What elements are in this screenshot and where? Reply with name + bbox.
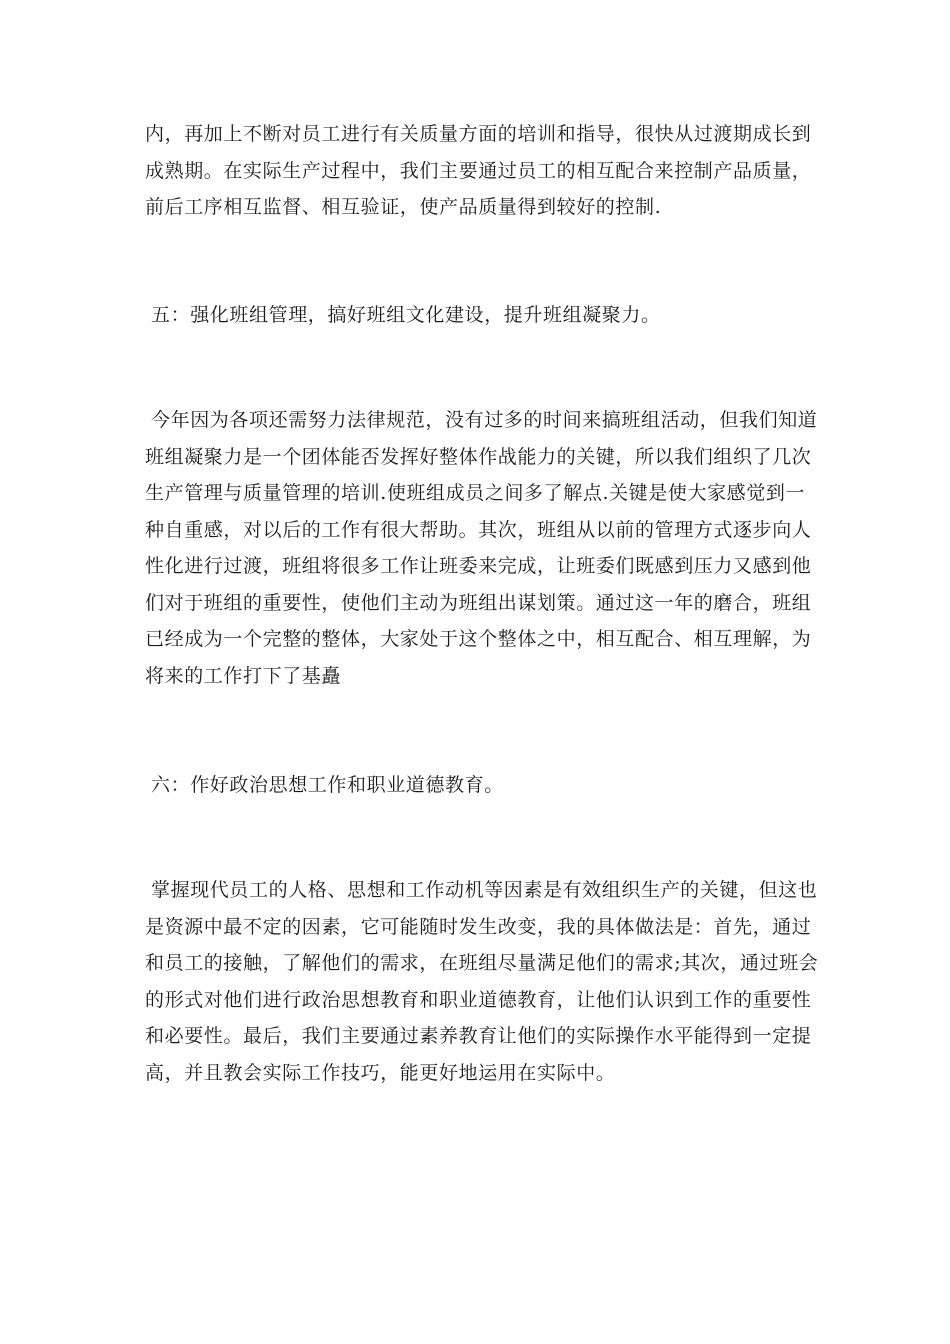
paragraph-quality-control [145, 116, 812, 226]
section-heading-text: 五：强化班组管理，搞好班组文化建设，提升班组凝聚力。 [151, 304, 661, 326]
paragraph-line: 班组凝聚力是一个团体能否发挥好整体作战能力的关键，所以我们组织了几次 [145, 445, 812, 468]
paragraph-line: 内，再加上不断对员工进行有关质量方面的培训和指导，很快从过渡期成长到 [145, 123, 812, 145]
paragraph-line: 生产管理与质量管理的培训.使班组成员之间多了解点.关键是使大家感觉到一 [145, 482, 806, 504]
paragraph-line: 们对于班组的重要性，使他们主动为班组出谋划策。通过这一年的磨合，班组 [145, 591, 812, 614]
section-heading-text: 六：作好政治思想工作和职业道德教育。 [151, 774, 504, 796]
paragraph-line: 已经成为一个完整的整体，大家处于这个整体之中，相互配合、相互理解，为 [145, 628, 812, 650]
paragraph-line: 的形式对他们进行政治思想教育和职业道德教育，让他们认识到工作的重要性 [145, 988, 812, 1011]
paragraph-line: 今年因为各项还需努力法律规范，没有过多的时间来搞班组活动，但我们知道 [151, 409, 818, 431]
section-heading-5 [145, 297, 805, 334]
paragraph-line: 高，并且教会实际工作技巧，能更好地运用在实际中。 [145, 1061, 616, 1084]
paragraph-line: 和必要性。最后，我们主要通过素养教育让他们的实际操作水平能得到一定提 [145, 1025, 812, 1047]
paragraph-line: 掌握现代员工的人格、思想和工作动机等因素是有效组织生产的关键，但这也 [151, 879, 818, 901]
paragraph-line: 将来的工作打下了基矗 [145, 664, 342, 687]
paragraph-team-cohesion [145, 402, 818, 694]
paragraph-ethics-education [145, 872, 819, 1091]
paragraph-line: 种自重感，对以后的工作有很大帮助。其次，班组从以前的管理方式逐步向人 [145, 518, 812, 541]
paragraph-line: 成熟期。在实际生产过程中，我们主要通过员工的相互配合来控制产品质量， [145, 159, 812, 182]
paragraph-line: 性化进行过渡，班组将很多工作让班委来完成，让班委们既感到压力又感到他 [145, 555, 812, 577]
section-heading-6 [145, 767, 805, 804]
paragraph-line: 是资源中最不定的因素，它可能随时发生改变，我的具体做法是：首先，通过 [145, 915, 812, 938]
paragraph-line: 前后工序相互监督、相互验证，使产品质量得到较好的控制. [145, 196, 662, 218]
paragraph-line: 和员工的接触，了解他们的需求，在班组尽量满足他们的需求;其次，通过班会 [145, 952, 819, 974]
